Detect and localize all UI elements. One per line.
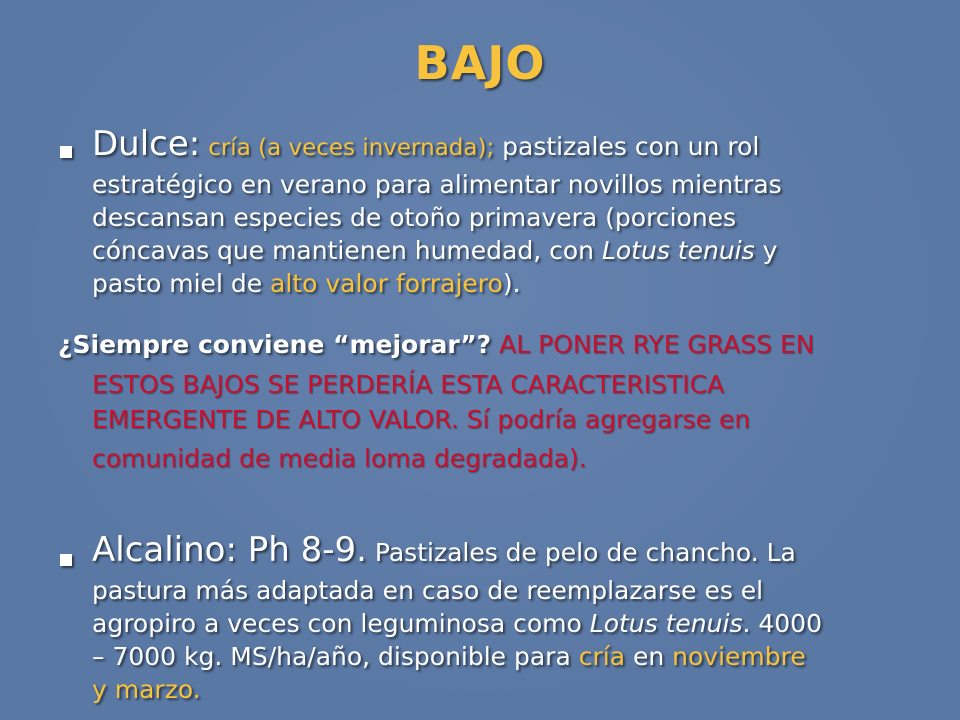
- question-line-4: comunidad de media loma degradada).: [92, 444, 587, 473]
- question-block: [58, 328, 814, 361]
- dulce-line-2: estratégico en verano para alimentar novillos mientras: [92, 170, 782, 199]
- alcalino-line-3: [92, 607, 932, 640]
- bullet-dulce: [92, 124, 932, 300]
- alcalino-line-4-b: en: [625, 642, 673, 671]
- question-line-3: EMERGENTE DE ALTO VALOR. Sí podría agregarse en: [92, 405, 751, 434]
- alcalino-species-name: Lotus tenuis: [589, 609, 743, 638]
- alcalino-line-4-a: – 7000 kg. MS/ha/año, disponible para: [92, 642, 579, 671]
- alcalino-line-2: pastura más adaptada en caso de reemplazarse es el: [92, 576, 764, 605]
- alcalino-highlight-cria: cría: [578, 642, 626, 671]
- question-line-2: ESTOS BAJOS SE PERDERÍA ESTA CARACTERISTICA: [92, 370, 725, 399]
- bullet-dulce-line-1: [92, 124, 932, 168]
- dulce-species-name: Lotus tenuis: [601, 236, 755, 265]
- dulce-line-5-b: ).: [502, 269, 521, 298]
- alcalino-line-5: y marzo.: [92, 675, 201, 704]
- dulce-line-5: [92, 267, 932, 300]
- alcalino-label: Alcalino: Ph 8-9.: [92, 530, 367, 570]
- alcalino-line-3-a: agropiro a veces con leguminosa como: [92, 609, 590, 638]
- dulce-line-4-a: cóncavas que mantienen humedad, con: [92, 236, 602, 265]
- bullet-alcalino: [92, 529, 932, 706]
- question-lead: ¿Siempre conviene “mejorar”?: [58, 330, 492, 359]
- bullet-square-icon: [60, 554, 72, 566]
- alcalino-line-1-rest: Pastizales de pelo de chancho. La: [366, 538, 796, 567]
- bullet-square-icon: [60, 146, 72, 158]
- dulce-highlight-forage-value: alto valor forrajero: [270, 269, 503, 298]
- dulce-line-5-a: pasto miel de: [92, 269, 271, 298]
- alcalino-line-4: [92, 640, 932, 673]
- dulce-line-4: [92, 234, 932, 267]
- alcalino-highlight-noviembre: noviembre: [672, 642, 806, 671]
- dulce-label: Dulce:: [92, 124, 201, 164]
- bullet-alcalino-line-1: [92, 529, 932, 574]
- dulce-usage: cría (a veces invernada);: [208, 135, 495, 161]
- question-line-1-red: AL PONER RYE GRASS EN: [491, 330, 815, 359]
- dulce-line-3: descansan especies de otoño primavera (porciones: [92, 203, 737, 232]
- dulce-line-4-b: y: [754, 236, 778, 265]
- slide-title: BAJO: [414, 36, 546, 90]
- alcalino-line-3-b: . 4000: [742, 609, 822, 638]
- dulce-line-1-rest: pastizales con un rol: [494, 132, 760, 161]
